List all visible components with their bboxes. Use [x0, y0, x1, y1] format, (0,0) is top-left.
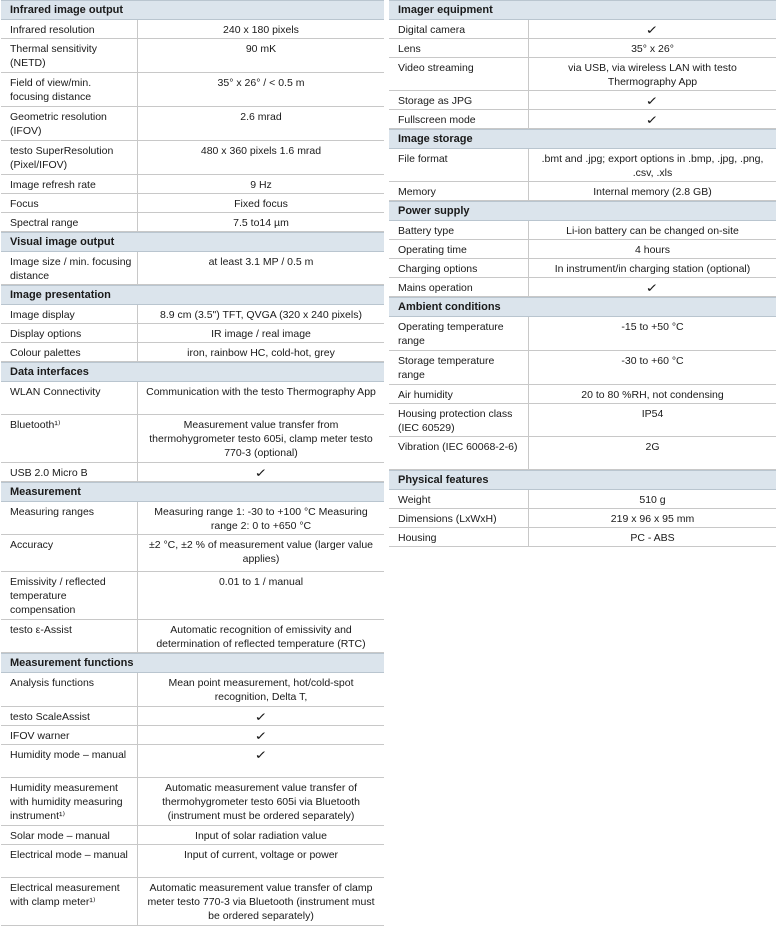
spec-value: at least 3.1 MP / 0.5 m: [208, 256, 314, 268]
spec-label: Air humidity: [389, 385, 529, 403]
spec-row-humidity-measurement-with-humidity-measuring-instrument: [1, 778, 384, 826]
spec-label: Geometric resolution (IFOV): [1, 107, 138, 140]
spec-row-housing: [389, 528, 776, 547]
spec-label: Lens: [389, 39, 529, 57]
section-header-ambient-conditions: Ambient conditions: [389, 297, 776, 317]
spec-value: [138, 745, 384, 777]
checkmark-icon: ✓: [254, 466, 268, 480]
spec-value: 7.5 to14 µm: [233, 217, 289, 229]
spec-value: Communication with the testo Thermography App: [146, 386, 376, 398]
spec-row-testo-scaleassist: [1, 707, 384, 726]
spec-row-analysis-functions: [1, 673, 384, 707]
spec-label: Dimensions (LxWxH): [389, 509, 529, 527]
spec-value: iron, rainbow HC, cold-hot, grey: [187, 347, 335, 359]
spec-row-weight: [389, 490, 776, 509]
spec-value: [529, 20, 776, 38]
checkmark-icon: ✓: [254, 748, 268, 762]
spec-value: Li-ion battery can be changed on-site: [566, 225, 739, 237]
spec-row-battery-type: [389, 221, 776, 240]
spec-row-file-format: [389, 149, 776, 182]
spec-value: 35° x 26°: [631, 43, 674, 55]
spec-row-bluetooth: [1, 415, 384, 463]
spec-row-lens: [389, 39, 776, 58]
spec-value: ±2 °C, ±2 % of measurement value (larger value applies): [148, 539, 374, 565]
spec-label: Solar mode – manual: [1, 826, 138, 844]
spec-row-humidity-mode-manual: [1, 745, 384, 778]
spec-value: 240 x 180 pixels: [223, 24, 299, 36]
checkmark-icon: ✓: [645, 113, 660, 127]
spec-value: Automatic measurement value transfer of clamp meter testo 770-3 via Bluetooth (instrument must be ordered separately): [147, 882, 375, 922]
spec-value: IR image / real image: [211, 328, 311, 340]
spec-value: [529, 91, 776, 109]
spec-label: Thermal sensitivity (NETD): [1, 39, 138, 72]
spec-label: File format: [389, 149, 529, 181]
spec-value: .bmt and .jpg; export options in .bmp, .jpg, .png, .csv, .xls: [541, 153, 764, 179]
spec-value: Automatic recognition of emissivity and determination of reflected temperature (RTC): [156, 624, 366, 650]
spec-label: Bluetooth¹⁾: [1, 415, 138, 462]
spec-label: Storage temperature range: [389, 351, 529, 384]
section-header-image-storage: Image storage: [389, 129, 776, 149]
spec-label: Storage as JPG: [389, 91, 529, 109]
spec-row-spectral-range: [1, 213, 384, 232]
spec-row-image-refresh-rate: [1, 175, 384, 194]
spec-row-geometric-resolution-ifov: [1, 107, 384, 141]
spec-label: Vibration (IEC 60068-2-6): [389, 437, 529, 469]
spec-label: Display options: [1, 324, 138, 342]
spec-label: Battery type: [389, 221, 529, 239]
spec-row-mains-operation: [389, 278, 776, 297]
spec-value: -15 to +50 °C: [621, 321, 684, 333]
spec-label: Operating temperature range: [389, 317, 529, 350]
spec-value: 219 x 96 x 95 mm: [610, 513, 695, 525]
spec-value: 0.01 to 1 / manual: [218, 576, 304, 588]
spec-label: Humidity measurement with humidity measuring instrument¹⁾: [1, 778, 138, 825]
spec-row-electrical-mode-manual: [1, 845, 384, 878]
spec-label: Charging options: [389, 259, 529, 277]
checkmark-icon: ✓: [254, 710, 268, 724]
spec-row-emissivity-reflected-temperature-compensation: [1, 572, 384, 620]
spec-label: Infrared resolution: [1, 20, 138, 38]
spec-label: Humidity mode – manual: [1, 745, 138, 777]
spec-label: WLAN Connectivity: [1, 382, 138, 414]
spec-label: Spectral range: [1, 213, 138, 231]
spec-row-thermal-sensitivity-netd: [1, 39, 384, 73]
spec-label: Electrical mode – manual: [1, 845, 138, 877]
section-header-infrared-image-output: Infrared image output: [1, 0, 384, 20]
spec-label: Measuring ranges: [1, 502, 138, 534]
spec-row-vibration-iec-60068-2-6: [389, 437, 776, 470]
spec-value: [138, 463, 384, 481]
spec-value: 2G: [645, 441, 660, 453]
spec-row-memory: [389, 182, 776, 201]
spec-row-ifov-warner: [1, 726, 384, 745]
spec-label: Housing protection class (IEC 60529): [389, 404, 529, 436]
spec-value: PC - ABS: [630, 532, 675, 544]
spec-label: Accuracy: [1, 535, 138, 571]
spec-label: testo SuperResolution (Pixel/IFOV): [1, 141, 138, 174]
right-spec-column: [389, 0, 776, 547]
spec-value: 90 mK: [245, 43, 277, 55]
spec-row-digital-camera: [389, 20, 776, 39]
spec-row-field-of-view-min-focusing-distance: [1, 73, 384, 107]
spec-label: Fullscreen mode: [389, 110, 529, 128]
spec-value: [138, 707, 384, 725]
section-header-physical-features: Physical features: [389, 470, 776, 490]
spec-value: Fixed focus: [234, 198, 288, 210]
spec-row-video-streaming: [389, 58, 776, 91]
spec-label: Operating time: [389, 240, 529, 258]
spec-value: Mean point measurement, hot/cold-spot recognition, Delta T,: [168, 677, 354, 703]
spec-row-storage-temperature-range: [389, 351, 776, 385]
spec-row-fullscreen-mode: [389, 110, 776, 129]
spec-value: [529, 278, 776, 296]
checkmark-icon: ✓: [254, 729, 268, 743]
spec-label: Memory: [389, 182, 529, 200]
spec-label: Focus: [1, 194, 138, 212]
spec-row-housing-protection-class-iec-60529: [389, 404, 776, 437]
spec-row-usb-2-0-micro-b: [1, 463, 384, 482]
spec-row-electrical-measurement-with-clamp-meter: [1, 878, 384, 926]
spec-value: Internal memory (2.8 GB): [593, 186, 712, 198]
spec-value: 510 g: [639, 494, 666, 506]
checkmark-icon: ✓: [645, 281, 660, 295]
spec-value: via USB, via wireless LAN with testo Thermography App: [568, 62, 737, 88]
spec-value: Measuring range 1: -30 to +100 °C Measuring range 2: 0 to +650 °C: [154, 506, 368, 532]
spec-label: Video streaming: [389, 58, 529, 90]
spec-row-image-size-min-focusing-distance: [1, 252, 384, 285]
spec-label: IFOV warner: [1, 726, 138, 744]
section-header-data-interfaces: Data interfaces: [1, 362, 384, 382]
section-header-measurement: Measurement: [1, 482, 384, 502]
spec-label: Image refresh rate: [1, 175, 138, 193]
spec-row-infrared-resolution: [1, 20, 384, 39]
spec-value: 8.9 cm (3.5") TFT, QVGA (320 x 240 pixels): [160, 309, 362, 321]
spec-value: [138, 726, 384, 744]
spec-row-solar-mode-manual: [1, 826, 384, 845]
spec-label: USB 2.0 Micro B: [1, 463, 138, 481]
spec-row-air-humidity: [389, 385, 776, 404]
spec-row-dimensions-lxwxh: [389, 509, 776, 528]
spec-row-testo-superresolution-pixel-ifov: [1, 141, 384, 175]
checkmark-icon: ✓: [645, 94, 660, 108]
spec-label: Colour palettes: [1, 343, 138, 361]
spec-value: [529, 110, 776, 128]
spec-value: 9 Hz: [250, 179, 272, 191]
spec-value: 35° x 26° / < 0.5 m: [217, 77, 305, 89]
spec-value: 2.6 mrad: [240, 111, 282, 123]
spec-row-measuring-ranges: [1, 502, 384, 535]
spec-row-accuracy: [1, 535, 384, 572]
spec-label: Electrical measurement with clamp meter¹⁾: [1, 878, 138, 925]
spec-row-operating-temperature-range: [389, 317, 776, 351]
spec-value: Input of current, voltage or power: [183, 849, 339, 861]
spec-label: Emissivity / reflected temperature compensation: [1, 572, 138, 619]
checkmark-icon: ✓: [645, 23, 660, 37]
spec-row-image-display: [1, 305, 384, 324]
section-header-visual-image-output: Visual image output: [1, 232, 384, 252]
spec-row-display-options: [1, 324, 384, 343]
left-spec-column: [1, 0, 384, 926]
spec-label: Image display: [1, 305, 138, 323]
section-header-measurement-functions: Measurement functions: [1, 653, 384, 673]
spec-row-wlan-connectivity: [1, 382, 384, 415]
spec-row-charging-options: [389, 259, 776, 278]
spec-label: Housing: [389, 528, 529, 546]
spec-label: Analysis functions: [1, 673, 138, 706]
spec-value: 4 hours: [634, 244, 671, 256]
spec-value: Automatic measurement value transfer of thermohygrometer testo 605i via Bluetooth (instrument must be ordered separately): [162, 782, 360, 822]
spec-value: IP54: [641, 408, 664, 420]
spec-label: Field of view/min. focusing distance: [1, 73, 138, 106]
spec-value: Input of solar radiation value: [195, 830, 327, 842]
spec-row-colour-palettes: [1, 343, 384, 362]
spec-label: Weight: [389, 490, 529, 508]
spec-value: -30 to +60 °C: [621, 355, 684, 367]
spec-value: In instrument/in charging station (optional): [554, 263, 751, 275]
spec-value: 20 to 80 %RH, not condensing: [581, 389, 724, 401]
spec-value: 480 x 360 pixels 1.6 mrad: [200, 145, 322, 157]
spec-label: Digital camera: [389, 20, 529, 38]
spec-row-operating-time: [389, 240, 776, 259]
spec-label: testo ε-Assist: [1, 620, 138, 652]
spec-value: Measurement value transfer from thermohygrometer testo 605i, clamp meter testo 770-3 (optional): [149, 419, 373, 459]
spec-label: testo ScaleAssist: [1, 707, 138, 725]
spec-label: Mains operation: [389, 278, 529, 296]
section-header-imager-equipment: Imager equipment: [389, 0, 776, 20]
spec-row-storage-as-jpg: [389, 91, 776, 110]
section-header-power-supply: Power supply: [389, 201, 776, 221]
spec-row-testo-assist: [1, 620, 384, 653]
spec-label: Image size / min. focusing distance: [1, 252, 138, 284]
section-header-image-presentation: Image presentation: [1, 285, 384, 305]
spec-row-focus: [1, 194, 384, 213]
